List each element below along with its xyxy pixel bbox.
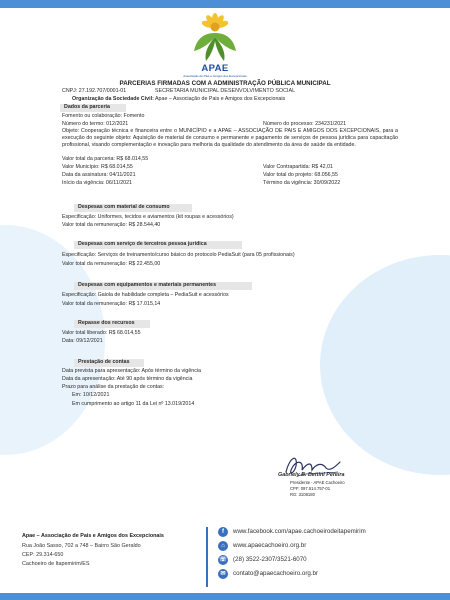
signatory-cpf: CPF: 097.514.757-01	[290, 486, 331, 491]
objeto-text: Objeto: Cooperação técnica e financeira entre o MUNICÍPIO e a APAE – ASSOCIAÇÃO DE PAIS E AMIGOS DOS EXCEPCIONAIS, para a execução do seguinte objeto: Aquisição de material de consumo e permanente e pagamento de serviços de pessoa jurídica para capacitação profissional, visando complementação e inovação para melhoria da qualidade do atendimento da área de saúde da entidade.	[62, 128, 398, 148]
background-bubble-right	[320, 255, 450, 475]
processo-text: Número do processo: 234231/2021	[263, 121, 347, 127]
prestacao-prazo: Prazo para análise da prestação de contas:	[62, 384, 165, 390]
logo-tagline: Associação de Pais e Amigos dos Excepcionais	[183, 74, 247, 78]
consumo-especificacao: Especificação: Uniformes, tecidos e aviamentos (kit roupas e acessórios)	[62, 214, 234, 220]
termo-text: Número do termo: 012/2021	[62, 121, 129, 127]
secretariat-name: SECRETARIA MUNICIPAL DESENVOLVIMENTO SOCIAL	[154, 88, 296, 94]
servico-especificacao: Especificação: Serviços de treinamento/curso básico do protocolo PediaSuit (para 05 profissionais)	[62, 252, 295, 258]
signatory-name: Gabriely B. Bettini Pereira	[278, 472, 345, 478]
prestacao-prevista: Data prevista para apresentação: Após término da vigência	[62, 368, 201, 374]
footer-divider	[206, 527, 208, 587]
section-title-equipamentos: Despesas com equipamentos e materiais permanentes	[74, 282, 252, 290]
apae-logo	[180, 11, 250, 79]
valor-total-parceria: Valor total da parceria: R$ 68.014,55	[62, 156, 149, 162]
organization-label: Organização da Sociedade Civil:	[72, 96, 154, 102]
section-title-parceria: Dados da parceria	[60, 104, 126, 112]
contact-facebook[interactable]	[218, 527, 438, 539]
consumo-valor: Valor total da remuneração: R$ 28.544,40	[62, 222, 161, 228]
contact-phone[interactable]	[218, 555, 438, 567]
footer-org-name: Apae – Associação de Pais e Amigos dos Excepcionais	[22, 533, 164, 539]
valor-projeto: Valor total do projeto: 68.056,55	[263, 172, 338, 178]
repasse-data: Data: 09/12/2021	[62, 338, 103, 344]
home-icon: ⌂	[218, 541, 228, 551]
signatory-role: Presidente - APAE Cachoeiro	[290, 480, 345, 485]
prestacao-em: Em: 10/12/2021	[72, 392, 110, 398]
organization-value: Apae – Associação de Pais e Amigos dos Excepcionais	[153, 96, 286, 102]
signatory-rg: RG: 3108180	[290, 492, 315, 497]
equipamentos-especificacao: Especificação: Gaiola de habilidade completa – PediaSuit e acessórios	[62, 292, 229, 298]
cnpj-text: CNPJ: 27.192.707/0001-01	[62, 88, 127, 94]
prestacao-cumprimento: Em cumprimento ao artigo 11 da Lei nº 13.019/2014	[72, 401, 195, 407]
facebook-link[interactable]: www.facebook.com/apae.cachoeirodeitapemirim	[233, 528, 366, 535]
fomento-text: Fomento ou colaboração: Fomento	[62, 113, 145, 119]
email-icon: ✉	[218, 569, 228, 579]
flower-hands-icon	[180, 11, 250, 63]
contact-email[interactable]	[218, 569, 438, 581]
email-link[interactable]: contato@apaecachoeiro.org.br	[233, 570, 319, 577]
footer-cep: CEP: 29.314-650	[22, 552, 64, 558]
footer-city: Cachoeiro de Itapemirim/ES	[22, 561, 90, 567]
phone-icon: ☏	[219, 557, 227, 563]
page-title: PARCERIAS FIRMADAS COM A ADMINISTRAÇÃO PÚBLICA MUNICIPAL	[119, 80, 331, 87]
phone-number[interactable]: (28) 3522-2307/3521-6070	[233, 556, 307, 563]
section-title-prestacao: Prestação de contas	[74, 359, 144, 367]
valor-contrapartida: Valor Contrapartida: R$ 42,01	[263, 164, 333, 170]
repasse-valor: Valor total liberado: R$ 68.014,55	[62, 330, 141, 336]
footer-street: Rua João Sasso, 702 a 748 – Bairro São Geraldo	[22, 543, 141, 549]
logo-wordmark: APAE	[201, 63, 229, 74]
website-link[interactable]: www.apaecachoeiro.org.br	[233, 542, 307, 549]
facebook-icon: f	[218, 527, 228, 537]
valor-municipio: Valor Município: R$ 68.014,55	[62, 164, 133, 170]
organization-line	[72, 96, 285, 103]
servico-valor: Valor total da remuneração: R$ 22.455,00	[62, 261, 161, 267]
prestacao-apresentacao: Data da apresentação: Até 90 após término da vigência	[62, 376, 193, 382]
data-assinatura: Data da assinatura: 04/11/2021	[62, 172, 136, 178]
top-color-band	[0, 0, 450, 8]
section-title-repasse: Repasse dos recursos	[74, 320, 150, 328]
termino-vigencia: Término da vigência: 30/09/2022	[263, 180, 341, 186]
contact-website[interactable]	[218, 541, 438, 553]
equipamentos-valor: Valor total da remuneração: R$ 17.015,14	[62, 301, 161, 307]
inicio-vigencia: Início da vigência: 06/11/2021	[62, 180, 132, 186]
signature-block	[268, 450, 368, 510]
section-title-consumo: Despesas com material de consumo	[74, 204, 192, 212]
bottom-color-band	[0, 593, 450, 600]
section-title-servico: Despesas com serviço de terceiros pessoa jurídica	[74, 241, 242, 249]
